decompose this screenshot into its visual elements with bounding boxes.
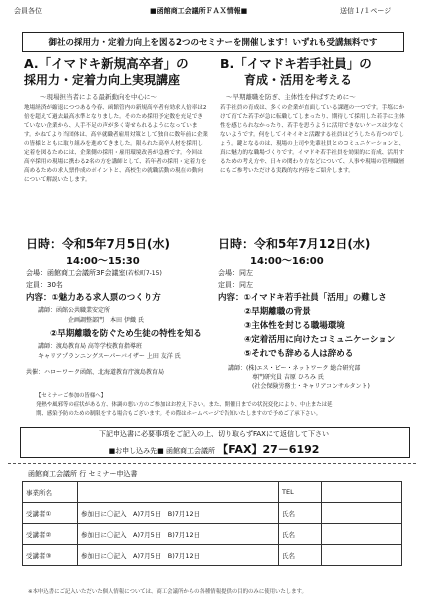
header-audience: 会員各位 [14,7,42,15]
seminar-b-content-2: ②早期離職の背景 [244,307,311,317]
name-label: 氏名 [279,545,322,566]
participant-notice: 【セミナーご参加の皆様へ】 発熱や風邪等の症状がある方、体調の悪い方のご参加はお控え下さい。また、開催日までの状況変化により、中止または延 期、感染予防のための制限をする場合もございます。その際はホームページで告知いたしますので予めご了承下さい。 [36,393,333,417]
name-label: 氏名 [279,503,322,524]
header-title: ■函館商工会議所ＦＡＸ情報■ [150,7,248,15]
seminar-a-cohost: 共催：ハローワーク函館、北海道教育庁渡島教育局 [26,369,165,376]
form-title: 函館商工会議所 行 セミナー申込書 [28,470,138,478]
name-field[interactable] [322,545,402,566]
seminar-b-content-3: ③主体性を封じる職場環境 [244,321,345,331]
name-field[interactable] [322,503,402,524]
seminar-a-lecturer-2: 講師：渡島教育局 高等学校教育指導班 [38,343,142,350]
announcement-banner: 御社の採用力・定着力向上を図る2つのセミナーを開催します！いずれも受講無料です [22,32,404,52]
seminar-a-note: ～現場担当者による最新動向を中心に～ [40,93,157,101]
seminar-b-description: 若手社員の育成は、多くの企業が直面している課題の一つです。手塩にかけて育てた若手が急に転職してしまったり、期待して採用した若手に主体性を感じられなかったり、若手を思うように活用できないケースは少なくないようです。何をしてイキイキと活躍する社員はどうしたら育つのでしょう。鍵となるのは、現場の上司や先輩社員とのコミュニケーションと、真に魅力的な職場づくりです。イマドキ若手社員を効果的に育成、活用するための考え方や、日々の関わり方などについて、人事や現場の管理職層にもご参考いただける実践的な内容をご紹介します。 [220,105,405,174]
seminar-b-subtitle: 育成・活用を考える [244,73,353,87]
seminar-b-note: ～早期離職を防ぎ、主体性を伸ばすために～ [226,93,356,101]
tel-label: TEL [279,482,322,503]
seminar-b-content-5: ⑤それでも辞める人は辞める [244,349,354,359]
application-form [22,481,402,566]
privacy-footer: ※本申込書にご記入いただいた個人情報については、商工会議所からの各種情報提供の目的のみに使用いたします。 [28,589,307,595]
header-page: 送信１/１ページ [340,7,392,15]
seminar-b-content-4: ④定着活用に向けたコミュニケーション [244,335,396,345]
form-attendee-row [23,545,402,566]
attendee-date-options[interactable]: 参加日に〇記入 A)7月5日 B)7月12日 [78,503,279,524]
company-field[interactable] [78,482,279,503]
attendee-label: 受講者③ [23,545,78,566]
fax-instruction: 下記申込書に必要事項をご記入の上、切り取らずFAXにて返信して下さい [99,430,329,438]
attendee-label: 受講者① [23,503,78,524]
form-attendee-row [23,503,402,524]
seminar-a-subtitle: 採用力・定着力向上実現講座 [24,73,181,87]
seminar-b-title: B.「イマドキ若手社員」の [220,56,372,71]
tel-field[interactable] [322,482,402,503]
seminar-b-venue: 会場：同左 [218,269,253,277]
seminar-a-lecturer-1: 講師：函館公共職業安定所 [38,307,111,314]
seminar-a-date: 日時：令和5年7月5日(水) [26,237,171,251]
form-attendee-row [23,524,402,545]
seminar-b-lecturer: 講師：(株)エス・ピー・ネットワーク 総合研究部 [228,365,361,372]
seminar-b-time: 14:00～16:00 [250,256,324,267]
seminar-b-capacity: 定員：同左 [218,281,253,289]
seminar-a-time: 14:00～15:30 [66,256,140,267]
seminar-a-content-1: 内容：①魅力ある求人票のつくり方 [26,293,161,303]
seminar-a-lecturer-1-dept: 企画調整部門 本田 伊織 氏 [68,317,144,324]
seminar-b-date: 日時：令和5年7月12日(水) [218,237,371,251]
seminar-b-lecturer-note: (社会保険労務士・キャリアコンサルタント) [252,383,370,390]
form-company-row [23,482,402,503]
cut-line [8,463,416,464]
attendee-date-options[interactable]: 参加日に〇記入 A)7月5日 B)7月12日 [78,524,279,545]
attendee-label: 受講者② [23,524,78,545]
seminar-a-title: A.「イマドキ新規高卒者」の [24,56,189,71]
seminar-a-capacity: 定員：30名 [26,281,63,289]
seminar-b-content-1: 内容：①イマドキ若手社員「活用」の難しさ [218,293,387,303]
fax-number-line: ■お申し込み先■ 函館商工会議所 【FAX】27－6192 [108,443,320,456]
seminar-a-description: 地場経済が縮退につつある今春、函館管内の新規高卒者有効求人倍率は2倍を超えて過去最高水準となりました。そのため採用予定数を充足できていない企業から、人手不足の声が多く寄せられるようになっています。かねてより当団体は、高卒就職者雇用対策として独自に数年前に企業の皆様とともに取り組みを進めてきました。限られた高卒人材を採用し定着を図るためには、企業側の採用・雇用環境改善が急務です。今回は高卒採用の現場に携わる2名の方を講師として、若年者の採用・定着力を高めるための求人票作成のポイントと、高校生の就職活動の現在の動向について解説いたします。 [24,105,208,183]
name-label: 氏名 [279,524,322,545]
name-field[interactable] [322,524,402,545]
attendee-date-options[interactable]: 参加日に〇記入 A)7月5日 B)7月12日 [78,545,279,566]
seminar-b-lecturer-title: 専門研究員 吉原 ひろみ 氏 [252,374,324,381]
company-label: 事業所名 [23,482,78,503]
fax-number: 【FAX】27－6192 [217,443,320,456]
seminar-a-venue: 会場：函館商工会議所3F会議室(若松町7-15) [26,269,162,277]
seminar-a-content-2: ②早期離職を防ぐため生徒の特性を知る [50,329,202,339]
seminar-a-lecturer-2-name: キャリアプランニングスーパーバイザー 上田 友洋 氏 [38,353,181,360]
